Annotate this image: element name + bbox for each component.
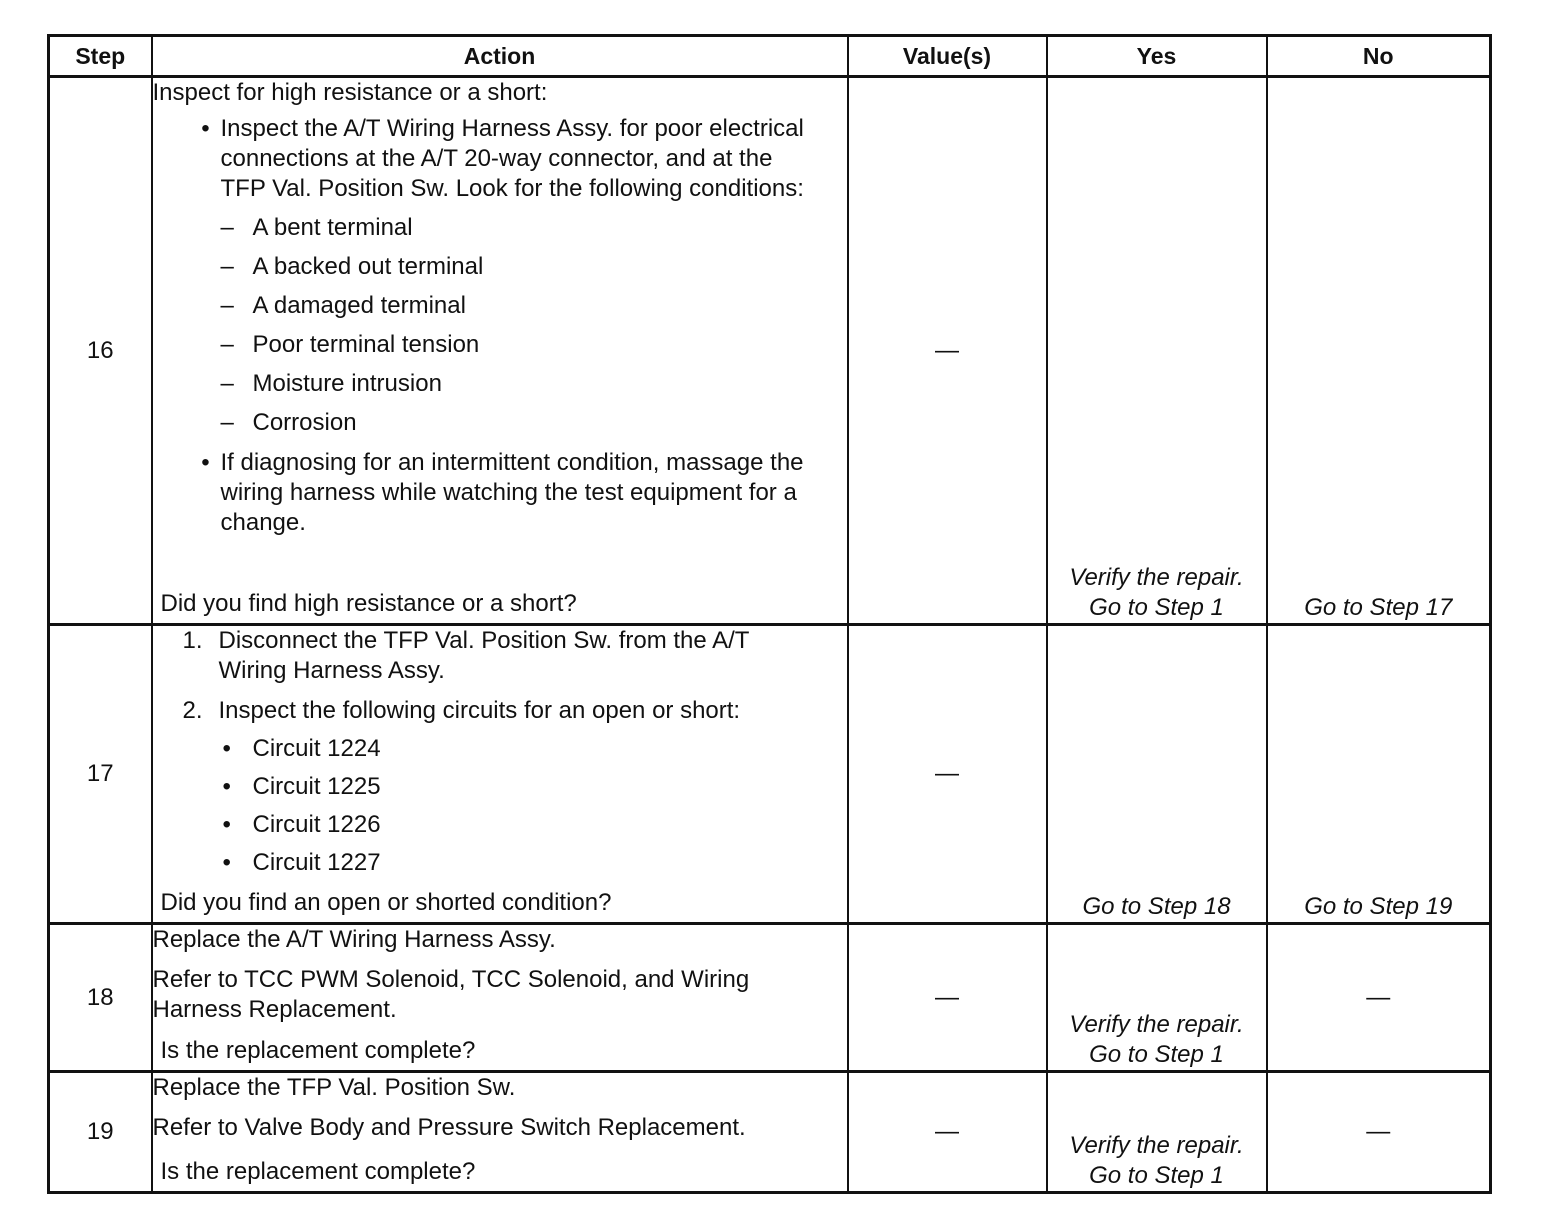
action-line: Refer to Valve Body and Pressure Switch Replacement.	[152, 1114, 746, 1141]
value-cell: —	[848, 924, 1047, 1072]
header-values: Value(s)	[848, 36, 1047, 77]
header-action: Action	[152, 36, 848, 77]
condition-item	[221, 408, 847, 438]
condition-text: A backed out terminal	[252, 253, 484, 280]
action-cell	[152, 924, 848, 1072]
yes-cell: Go to Step 18	[1047, 625, 1267, 924]
bullet-icon: •	[201, 449, 210, 476]
no-cell: —	[1267, 1072, 1491, 1193]
circuit-item	[223, 848, 847, 878]
bullet-item	[191, 448, 847, 538]
table-row	[49, 924, 1491, 1072]
action-intro: Inspect for high resistance or a short:	[152, 79, 548, 106]
action-line: Replace the A/T Wiring Harness Assy.	[152, 926, 556, 953]
condition-text: Corrosion	[252, 409, 357, 436]
bullet-text: Inspect the A/T Wiring Harness Assy. for poor electrical connections at the A/T 20-way connector, and at the TFP Val. Position Sw. Look for the following conditions:	[220, 115, 804, 202]
item-text: Disconnect the TFP Val. Position Sw. from the A/T Wiring Harness Assy.	[218, 627, 749, 684]
condition-item	[221, 291, 847, 321]
condition-item	[221, 252, 847, 282]
numbered-item	[183, 696, 847, 726]
action-line: Refer to TCC PWM Solenoid, TCC Solenoid, and Wiring Harness Replacement.	[152, 966, 750, 1023]
step-number: 18	[49, 924, 152, 1072]
dash-icon: –	[220, 370, 234, 397]
value-cell: —	[848, 1072, 1047, 1193]
action-question: Did you find an open or shorted condition?	[160, 889, 612, 916]
circuit-item	[223, 772, 847, 802]
step-number: 19	[49, 1072, 152, 1193]
circuit-text: Circuit 1224	[252, 735, 381, 762]
bullet-text: If diagnosing for an intermittent condition, massage the wiring harness while watching the test equipment for a change.	[220, 449, 804, 536]
yes-cell	[1047, 1072, 1267, 1193]
no-cell: Go to Step 19	[1267, 625, 1491, 924]
value-cell: —	[848, 77, 1047, 625]
condition-text: A bent terminal	[252, 214, 413, 241]
condition-text: Moisture intrusion	[252, 370, 442, 397]
header-no: No	[1267, 36, 1491, 77]
bullet-icon: •	[201, 115, 210, 142]
dash-icon: –	[220, 214, 234, 241]
action-question: Is the replacement complete?	[160, 1037, 476, 1064]
bullet-icon: •	[222, 811, 231, 838]
table-row	[49, 1072, 1491, 1193]
yes-cell	[1047, 77, 1267, 625]
action-cell	[152, 77, 848, 625]
circuit-text: Circuit 1225	[252, 773, 381, 800]
bullet-icon: •	[222, 773, 231, 800]
condition-text: Poor terminal tension	[252, 331, 480, 358]
circuit-text: Circuit 1227	[252, 849, 381, 876]
dash-icon: –	[220, 331, 234, 358]
item-number: 2.	[182, 697, 203, 724]
condition-item	[221, 213, 847, 243]
action-question: Is the replacement complete?	[160, 1158, 476, 1185]
value-cell: —	[848, 625, 1047, 924]
table-row	[49, 625, 1491, 924]
yes-line: Verify the repair.	[1069, 1132, 1244, 1159]
action-cell	[152, 625, 848, 924]
action-cell	[152, 1072, 848, 1193]
action-line: Replace the TFP Val. Position Sw.	[152, 1074, 516, 1101]
yes-cell	[1047, 924, 1267, 1072]
bullet-item	[191, 114, 847, 204]
header-step: Step	[49, 36, 152, 77]
no-cell: —	[1267, 924, 1491, 1072]
dash-icon: –	[220, 409, 234, 436]
header-row	[49, 36, 1491, 77]
step-number: 17	[49, 625, 152, 924]
yes-line: Verify the repair.	[1069, 564, 1244, 591]
step-number: 16	[49, 77, 152, 625]
condition-item	[221, 369, 847, 399]
diagnostic-table	[47, 34, 1492, 1194]
circuit-text: Circuit 1226	[252, 811, 381, 838]
header-yes: Yes	[1047, 36, 1267, 77]
circuit-item	[223, 810, 847, 840]
bullet-icon: •	[222, 735, 231, 762]
dash-icon: –	[220, 253, 234, 280]
bullet-icon: •	[222, 849, 231, 876]
table-row	[49, 77, 1491, 625]
circuit-item	[223, 734, 847, 764]
condition-item	[221, 330, 847, 360]
item-number: 1.	[182, 627, 203, 654]
numbered-item	[183, 626, 847, 686]
yes-line: Go to Step 1	[1089, 594, 1224, 621]
yes-line: Go to Step 1	[1089, 1041, 1224, 1068]
yes-line: Verify the repair.	[1069, 1011, 1244, 1038]
yes-line: Go to Step 1	[1089, 1162, 1224, 1189]
condition-text: A damaged terminal	[252, 292, 466, 319]
action-question: Did you find high resistance or a short?	[160, 590, 577, 617]
item-text: Inspect the following circuits for an open or short:	[218, 697, 741, 724]
no-cell: Go to Step 17	[1267, 77, 1491, 625]
dash-icon: –	[220, 292, 234, 319]
